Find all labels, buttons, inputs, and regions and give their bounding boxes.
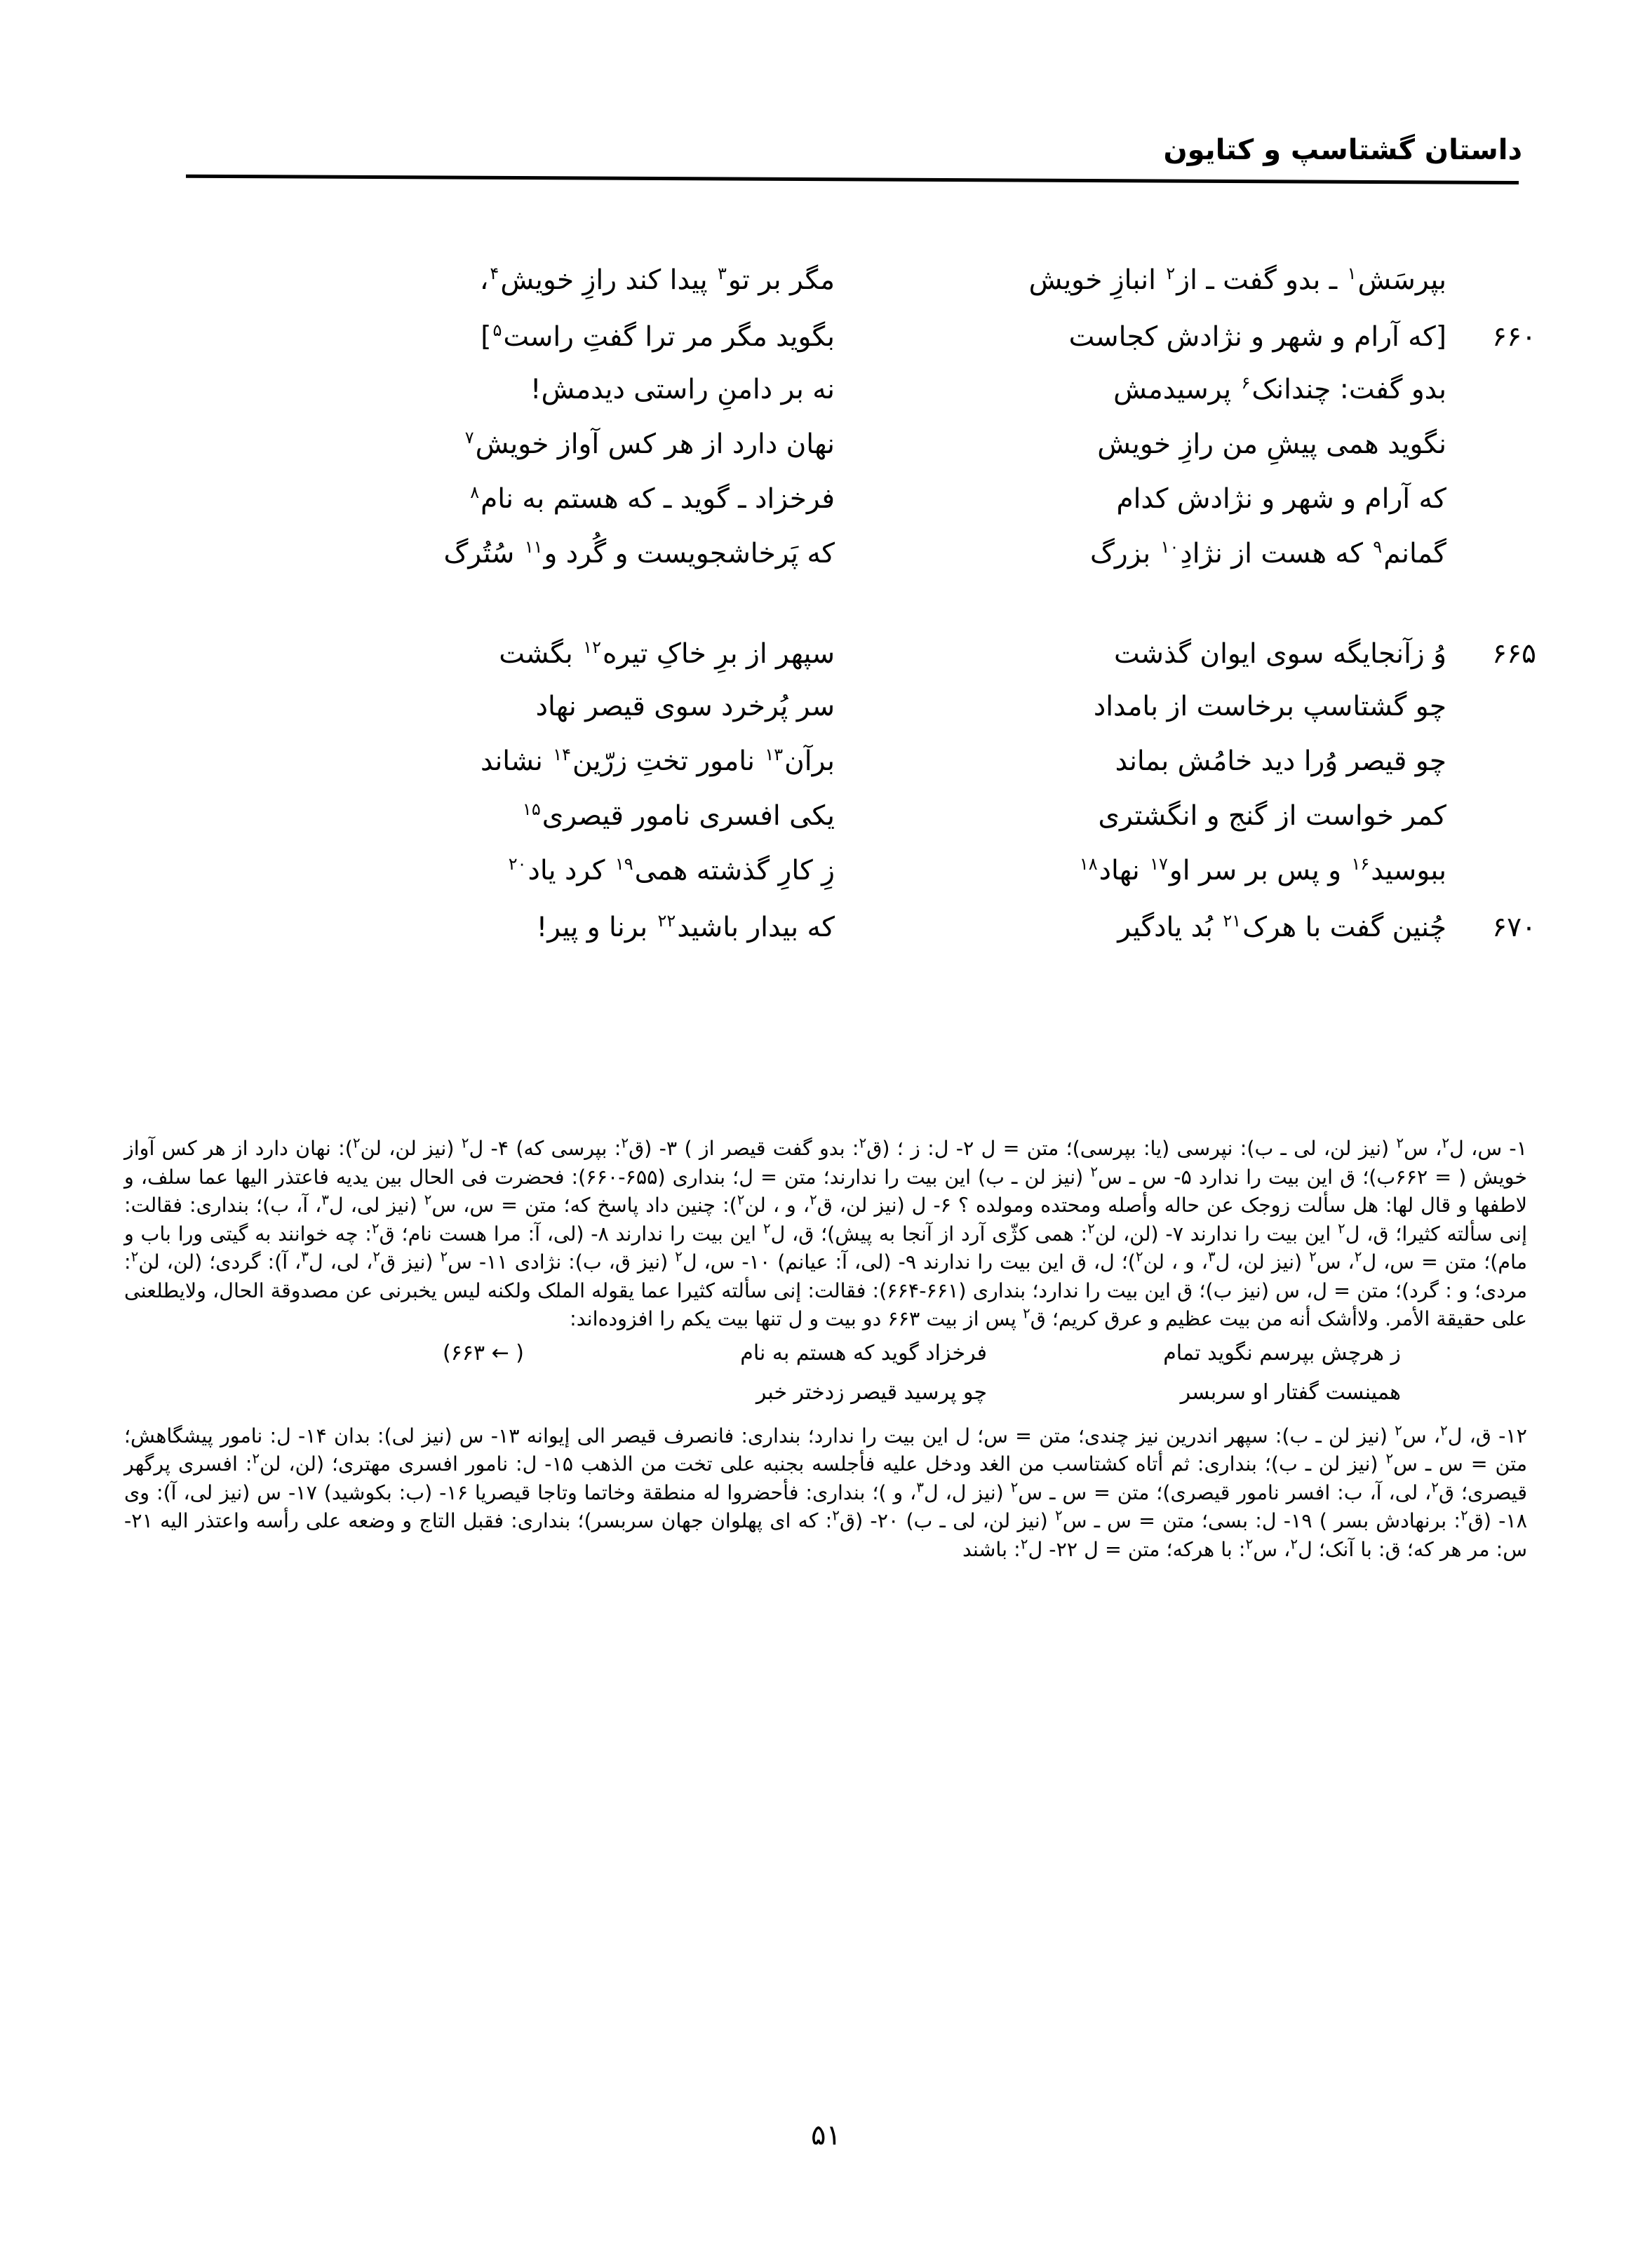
verse-couplet [182,638,1536,693]
verse-couplet [182,912,1536,966]
inserted-line1-left: فرخزاد گوید که هستم به نام [740,1340,987,1365]
inserted-line2-right: همینست گفتار او سربسر [1180,1379,1401,1405]
hemistich-first: [که آرام و شهر و نژادش کجاست [1068,321,1446,353]
hemistich-second: سر پُرخرد سوی قیصر نهاد [535,691,835,722]
verse-line-number: ۶۶۰ [1492,321,1536,353]
hemistich-second: یکی افسری نامور قیصری$^{۱۵}$ [522,799,835,832]
hemistich-first: گمانم$^۹$ که هست از نژادِ$^{۱۰}$ بزرگ [1090,537,1446,569]
inserted-line1-ref: ( ← ۶۶۳) [443,1340,524,1365]
hemistich-first: ببوسید$^{۱۶}$ و پس بر سر او$^{۱۷}$ نهاد$^{۱۸}$ [1079,854,1446,886]
hemistich-first: چو گشتاسپ برخاست از بامداد [1093,691,1446,722]
verse-couplet [182,854,1536,912]
hemistich-first: چو قیصر وُرا دید خامُش بماند [1115,745,1446,777]
verse-couplet [182,537,1536,595]
verse-couplet [182,693,1536,748]
hemistich-second: که بیدار باشید$^{۲۲}$ برنا و پیر! [536,911,835,943]
hemistich-second: زِ کارِ گذشته همی$^{۱۹}$ کرد یاد$^{۲۰}$ [508,854,835,886]
running-head [182,133,1522,167]
verse-line-number: ۶۷۰ [1492,912,1536,943]
hemistich-second: بگوید مگر مر ترا گفتِ راست$^۵$] [481,320,835,353]
verse-couplet [182,266,1536,321]
verse-couplet [182,428,1536,485]
verse-couplet [182,799,1536,857]
critical-apparatus [124,1135,1527,1564]
verse-stanza-2 [182,638,1536,966]
hemistich-second: سپهر از برِ خاکِ تیره$^{۱۲}$ بگشت [499,637,835,670]
hemistich-second: نه بر دامنِ راستی دیدمش! [530,374,835,405]
verse-couplet [182,482,1536,540]
apparatus-paragraph-2: ۱۲- ق، ل$^۲$، س$^۲$ (نیز لن ـ ب): سپهر اندرین نیز چندی؛ متن = س؛ ل این بیت را ندارد؛ بنداری: فانصرف قیصر الی إیوانه ۱۳- س (نیز لی): بدان ۱۴- ل: نامور پیشگاهش؛ متن = س ـ س$^۲$ (نیز لن ـ ب)؛ بنداری: ثم أتاه کشتاسب من الغد ودخل علیه فأجلسه بجنبه علی تخت من الذهب ۱۵- ل: نامور افسری مهتری؛ (لن، لن$^۲$: افسری پرگهر قیصری؛ ق$^۲$، لی، آ، ب: افسر نامور قیصری)؛ متن = س ـ س$^۲$ (نیز ل، ل$^۳$، و )؛ بنداری: فأحضروا له منطقة وخاتما وتاجا قیصریا ۱۶- (ب: بکوشید) ۱۷- س (نیز لی، آ): وی ۱۸- (ق$^۲$: برنهادش بسر ) ۱۹- ل: بسی؛ متن = س ـ س$^۲$ (نیز لن، لی ـ ب) ۲۰- (ق$^۲$: که ای پهلوان جهان سربسر)؛ بنداری: فقبل التاج و وضعه علی رأسه واعتذر الیه ۲۱- س: مر هر که؛ ق: با آنک؛ ل$^۲$، س$^۲$: با هرکه؛ متن = ل ۲۲- ل$^۲$: باشند [124,1422,1528,1561]
inserted-line2-left: چو پرسید قیصر زدختر خبر [756,1379,987,1405]
header-rule [186,175,1519,184]
hemistich-first: وُ زآنجایگه سوی ایوان گذشت [1114,638,1446,670]
verse-stanza-1 [182,266,1536,595]
hemistich-second: فرخزاد ـ گوید ـ که هستم به نام$^۸$ [470,482,835,515]
apparatus-paragraph-1: ۱- س، ل$^۲$، س$^۲$ (نیز لن، لی ـ ب): نپرسی (یا: بپرسی)؛ متن = ل ۲- ل: ز ؛ (ق$^۲$: بدو گفت قیصر از ) ۳- (ق$^۲$: بپرسی که) ۴- ل$^۲$ (نیز لن، لن$^۲$): نهان دارد از هر کس آواز خویش ( = ۶۶۲ب)؛ ق این بیت را ندارد ۵- س ـ س$^۲$ (نیز لن ـ ب) این بیت را ندارند؛ متن = ل؛ بنداری (۶۵۵-۶۶۰): فحضرت فی الحال بین یدیه فاعتذر الیها عما سلف، و لاطفها و قال لها: هل سألت زوجک عن حاله وأصله ومحتده ومولده ؟ ۶- ل (نیز لن، ق$^۲$، و ، لن$^۲$): چنین داد پاسخ که؛ متن = س، س$^۲$ (نیز لی، ل$^۳$، آ، ب)؛ بنداری: فقالت: إنی سألته کثیرا؛ ق، ل$^۲$ این بیت را ندارند ۷- (لن، لن$^۲$: همی کژّی آرد از آنجا به پیش)؛ ق، ل$^۲$ این بیت را ندارند ۸- (لی، آ: مرا هست نام؛ ق$^۲$: چه خوانند به گیتی ورا باب و مام)؛ متن = س، ل$^۲$، س$^۲$ (نیز لن، ل$^۳$، و ، لن$^۲$)؛ ل، ق این بیت را ندارند ۹- (لی، آ: عیانم) ۱۰- س، ل$^۲$ (نیز ق، ب): نژادی ۱۱- س$^۲$ (نیز ق$^۲$، لی، ل$^۳$، آ): گردی؛ (لن، لن$^۲$: مردی؛ و : گرد)؛ متن = ل، س (نیز ب)؛ ق این بیت را ندارد؛ بنداری (۶۶۱-۶۶۴): فقالت: إنی سألته کثیرا عما یقوله الملک ولکنه لیس یخبرنی عن مصدوقة الحال، ولایطلعنی علی حقیقة الأمر. ولاأشک أنه من بیت عظیم و عرق کریم؛ ق$^۲$ پس از بیت ۶۶۳ دو بیت و ل تنها بیت یکم را افزوده‌اند: [124,1134,1528,1330]
verse-line-number: ۶۶۵ [1492,638,1536,670]
folio-number: ۵۱ [811,2119,841,2152]
hemistich-first: که آرام و شهر و نژادش کدام [1116,483,1446,515]
verse-body [182,266,1536,1010]
inserted-couplet-line-1 [124,1339,1527,1379]
hemistich-second: مگر بر تو$^۳$ پیدا کند رازِ خویش$^۴$، [479,264,835,296]
verse-couplet [182,373,1536,431]
verse-couplet [182,321,1536,376]
hemistich-second: برآن$^{۱۳}$ نامور تختِ زرّین$^{۱۴}$ نشاند [480,745,835,777]
hemistich-second: که پَرخاشجویست و گُرد و$^{۱۱}$ سُتُرگ [443,537,835,569]
hemistich-first: کمر خواست از گنج و انگشتری [1098,800,1446,832]
running-head-title: داستان گشتاسپ و کتایون [1163,134,1522,166]
apparatus-inserted-couplet [124,1339,1527,1418]
inserted-couplet-line-2 [124,1379,1527,1418]
verse-couplet [182,745,1536,802]
hemistich-first: بپرسَش$^۱$ ـ بدو گفت ـ از$^۲$ انبازِ خویش [1028,264,1446,296]
inserted-line1-right: ز هرچش بپرسم نگوید تمام [1163,1340,1401,1365]
hemistich-first: چُنین گفت با هرک$^{۲۱}$ بُد یادگیر [1117,911,1446,943]
hemistich-first: نگوید همی پیشِ من رازِ خویش [1097,428,1446,460]
hemistich-second: نهان دارد از هر کس آواز خویش$^۷$ [464,428,835,460]
hemistich-first: بدو گفت: چندانک$^۶$ پرسیدمش [1113,373,1446,405]
